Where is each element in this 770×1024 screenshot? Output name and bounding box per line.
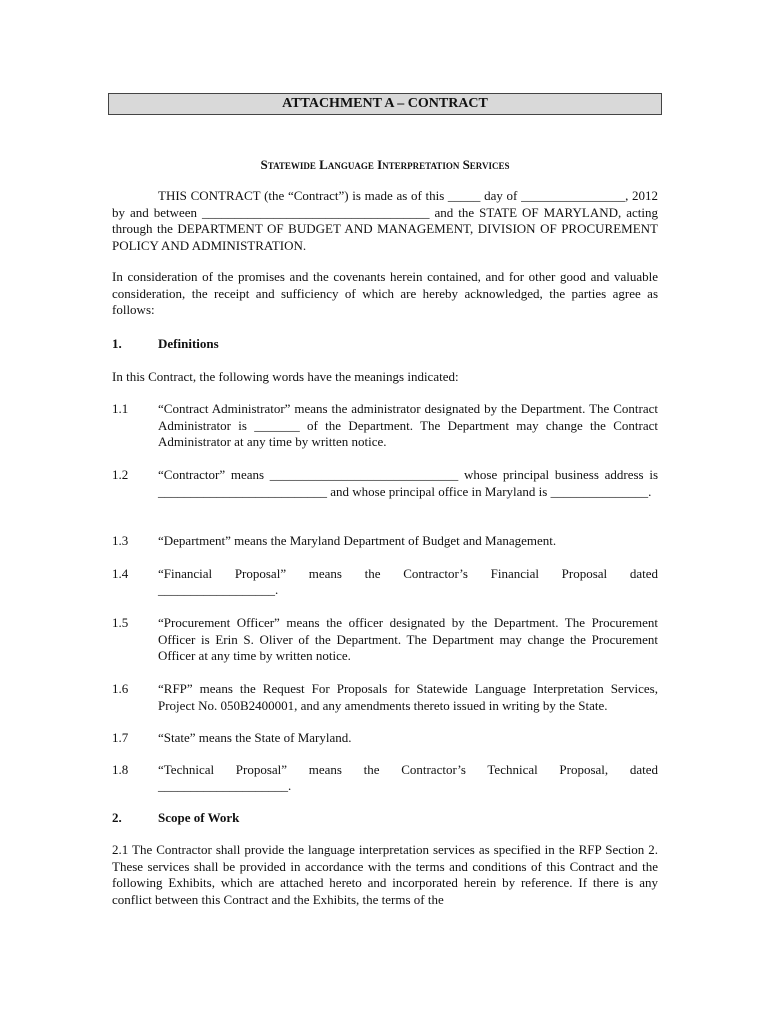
definition-number: 1.5 bbox=[112, 615, 129, 630]
section-1-number: 1. bbox=[112, 336, 122, 351]
definition-number: 1.2 bbox=[112, 467, 129, 482]
intro-paragraph: THIS CONTRACT (the “Contract”) is made as of this _____ day of ________________, 2012 by and between ___________________________________ and the STATE OF MARYLAND, acting through the DEPARTMENT OF BUDGET AND MANAGEMENT, DIVISION OF PROCUREMENT POLICY AND ADMINISTRATION. bbox=[112, 188, 658, 253]
definition-number: 1.1 bbox=[112, 401, 129, 416]
section-2-title: Scope of Work bbox=[158, 810, 240, 825]
attachment-header: ATTACHMENT A – CONTRACT bbox=[108, 93, 662, 115]
definition-text: “State” means the State of Maryland. bbox=[158, 730, 352, 745]
definition-number: 1.4 bbox=[112, 566, 129, 581]
definition-number: 1.3 bbox=[112, 533, 129, 548]
section-2-number: 2. bbox=[112, 810, 122, 825]
document-title: Statewide Language Interpretation Services bbox=[260, 157, 510, 172]
definition-text: “RFP” means the Request For Proposals for Statewide Language Interpretation Services, Project No. 050B2400001, and any amendments thereto issued in writing by the State. bbox=[158, 681, 658, 713]
definition-tail: __________________. bbox=[158, 582, 279, 597]
definition-text: “Contract Administrator” means the administrator designated by the Department. The Contract Administrator is _______ of the Department. The Department may change the Contract Administrator at any time by written notice. bbox=[158, 401, 658, 449]
definition-text: “Contractor” means _____________________________ whose principal business address is __________________________ and whose principal office in Maryland is _______________. bbox=[158, 467, 658, 499]
definition-tail: ____________________. bbox=[158, 778, 292, 793]
definition-text: “Procurement Officer” means the officer designated by the Department. The Procurement Officer is Erin S. Oliver of the Department. The Department may change the Procurement Officer at any time by written notice. bbox=[158, 615, 658, 663]
definition-number: 1.8 bbox=[112, 762, 129, 777]
definitions-lead: In this Contract, the following words have the meanings indicated: bbox=[112, 369, 459, 384]
section-1-title: Definitions bbox=[158, 336, 219, 351]
definition-number: 1.6 bbox=[112, 681, 129, 696]
definition-text: “Technical Proposal” means the Contractor’s Technical Proposal, dated bbox=[158, 762, 658, 777]
definition-text: “Financial Proposal” means the Contractor’s Financial Proposal dated bbox=[158, 566, 658, 581]
definition-text: “Department” means the Maryland Department of Budget and Management. bbox=[158, 533, 557, 548]
section-2-body: 2.1 The Contractor shall provide the language interpretation services as specified in the RFP Section 2. These services shall be provided in accordance with the terms and conditions of this Contract and the following Exhibits, which are attached hereto and incorporated herein by reference. If there is any conflict between this Contract and the Exhibits, the terms of the bbox=[112, 842, 658, 907]
definition-number: 1.7 bbox=[112, 730, 129, 745]
consideration-paragraph: In consideration of the promises and the covenants herein contained, and for other good and valuable consideration, the receipt and sufficiency of which are hereby acknowledged, the parties agree as follows: bbox=[112, 269, 658, 317]
